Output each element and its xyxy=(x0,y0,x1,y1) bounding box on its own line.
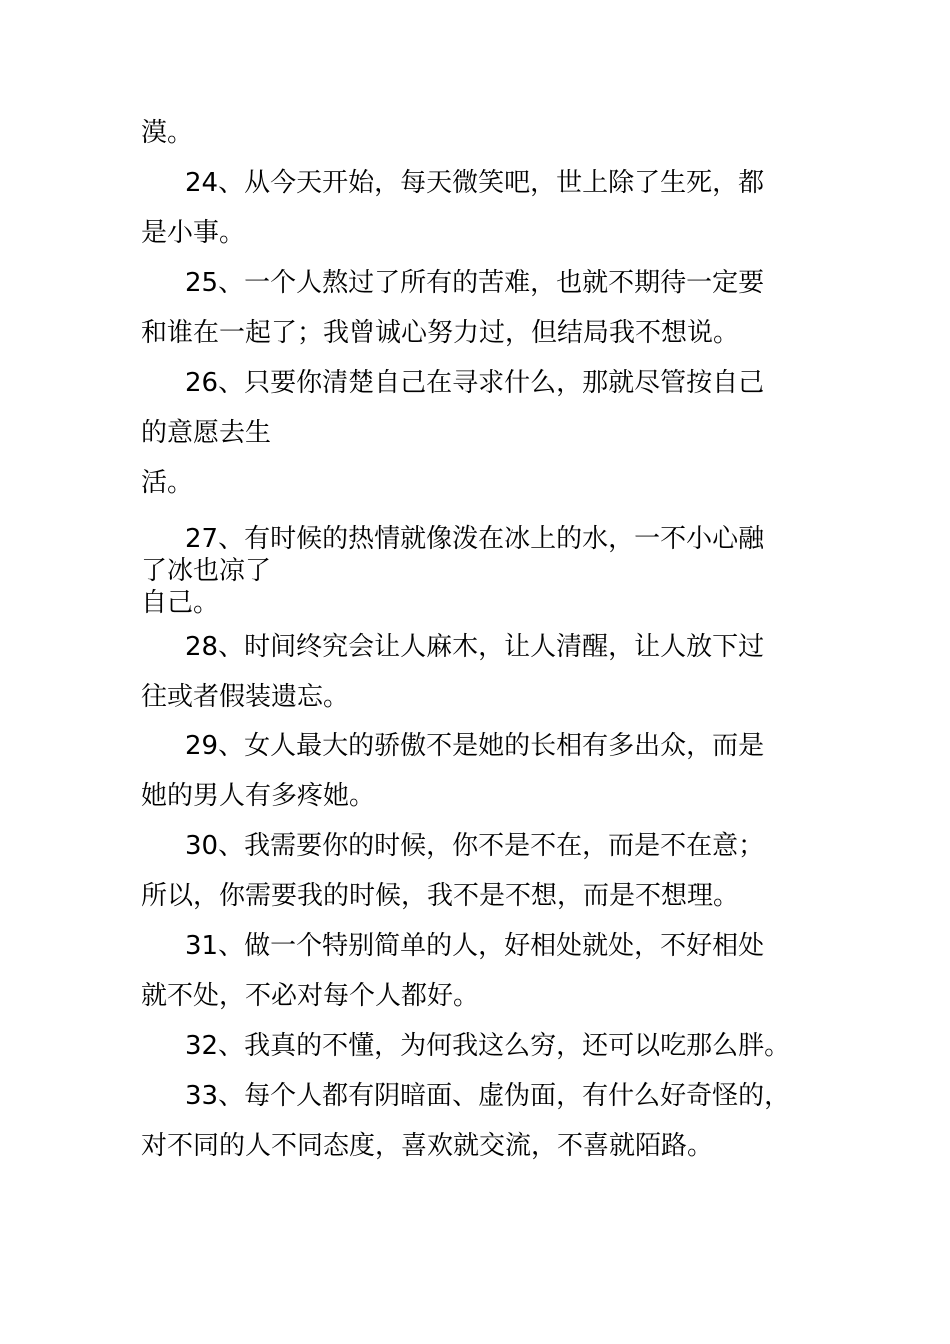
text-line: 是小事。 xyxy=(141,218,246,248)
text-line: 所以，你需要我的时候，我不是不想，而是不想理。 xyxy=(141,881,740,911)
text-line: 27、有时候的热情就像泼在冰上的水，一不小心融 xyxy=(185,524,765,554)
text-line: 29、女人最大的骄傲不是她的长相有多出众，而是 xyxy=(185,731,765,761)
text-line: 33、每个人都有阴暗面、虚伪面，有什么好奇怪的， xyxy=(185,1081,791,1111)
text-line: 24、从今天开始，每天微笑吧，世上除了生死，都 xyxy=(185,168,765,198)
text-line: 30、我需要你的时候，你不是不在，而是不在意； xyxy=(185,831,765,861)
text-line: 自己。 xyxy=(141,588,220,618)
text-line: 她的男人有多疼她。 xyxy=(141,781,376,811)
text-line: 32、我真的不懂，为何我这么穷，还可以吃那么胖。 xyxy=(185,1031,791,1061)
text-line: 31、做一个特别简单的人，好相处就处，不好相处 xyxy=(185,931,765,961)
text-line: 28、时间终究会让人麻木，让人清醒，让人放下过 xyxy=(185,632,765,662)
text-line: 对不同的人不同态度，喜欢就交流，不喜就陌路。 xyxy=(141,1131,714,1161)
text-line: 和谁在一起了；我曾诚心努力过，但结局我不想说。 xyxy=(141,318,740,348)
text-line: 漠。 xyxy=(141,118,194,148)
text-line: 了冰也凉了 xyxy=(141,556,272,586)
text-line: 25、一个人熬过了所有的苦难，也就不期待一定要 xyxy=(185,268,765,298)
text-line: 往或者假装遗忘。 xyxy=(141,682,350,712)
text-line: 活。 xyxy=(141,468,194,498)
text-line: 26、只要你清楚自己在寻求什么，那就尽管按自己 xyxy=(185,368,765,398)
text-line: 就不处，不必对每个人都好。 xyxy=(141,981,480,1011)
text-line: 的意愿去生 xyxy=(141,418,272,448)
